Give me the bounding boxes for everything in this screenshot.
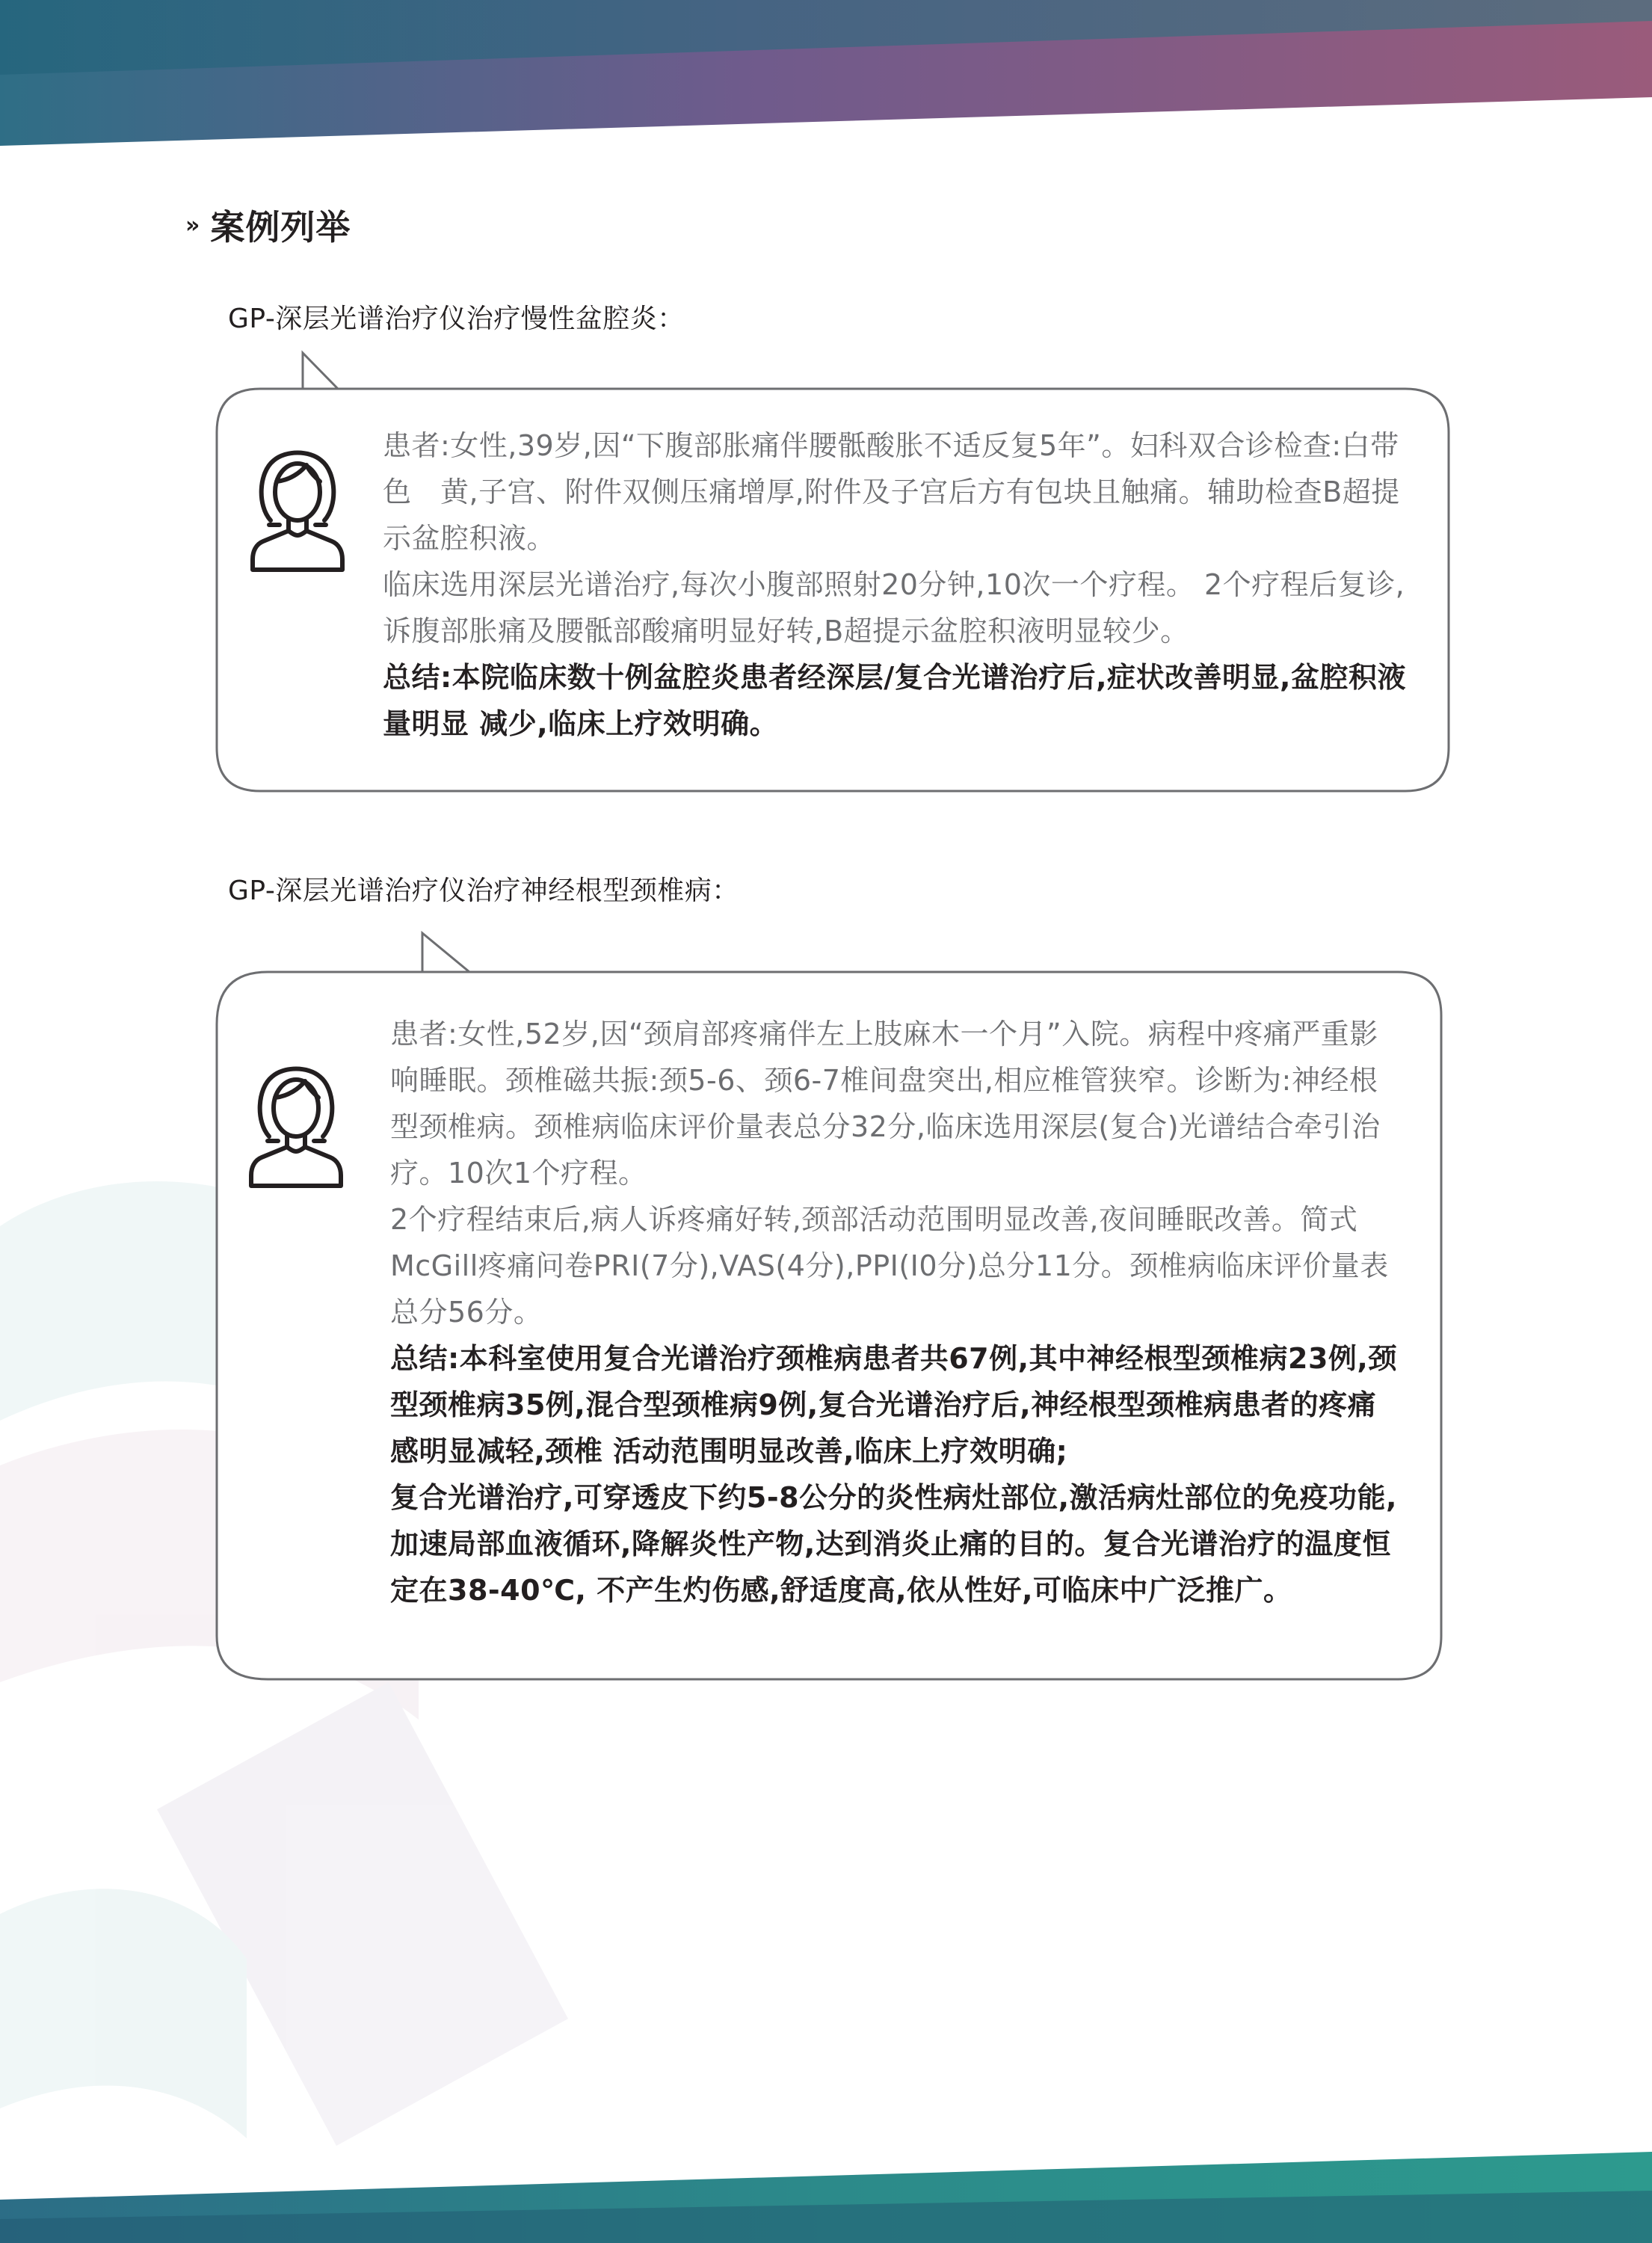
case-1-heading: GP-深层光谱治疗仪治疗慢性盆腔炎： xyxy=(228,304,685,334)
woman-avatar-icon xyxy=(247,446,348,574)
case-2-summary: 总结:本科室使用复合光谱治疗颈椎病患者共67例,其中神经根型颈椎病23例,颈型颈椎病35例,混合型颈椎病9例,复合光谱治疗后,神经根型颈椎病患者的疼痛感明显减轻,颈椎 活动范围明显改善,临床上疗效明确; xyxy=(390,1342,1397,1468)
case-2-paragraph: 2个疗程结束后,病人诉疼痛好转,颈部活动范围明显改善,夜间睡眠改善。简式McGill疼痛问卷PRI(7分),VAS(4分),PPI(I0分)总分11分。颈椎病临床评价量表总分56分。 xyxy=(390,1203,1389,1329)
case-1-text xyxy=(383,422,1407,747)
case-1-paragraph: 患者:女性,39岁,因“下腹部胀痛伴腰骶酸胀不适反复5年”。妇科双合诊检查:白带色 黄,子宫、附件双侧压痛增厚,附件及子宫后方有包块且触痛。辅助检查B超提示盆腔积液。 xyxy=(383,429,1400,555)
double-chevron-icon: » xyxy=(185,212,196,239)
section-title xyxy=(185,200,351,250)
woman-avatar-icon xyxy=(245,1062,347,1190)
case-2-paragraph: 患者:女性,52岁,因“颈肩部疼痛伴左上肢麻木一个月”入院。病程中疼痛严重影响睡眠。颈椎磁共振:颈5-6、颈6-7椎间盘突出,相应椎管狭窄。诊断为:神经根型颈椎病。颈椎病临床评价量表总分32分,临床选用深层(复合)光谱结合牵引治疗。10次1个疗程。 xyxy=(390,1018,1381,1190)
case-2-summary: 复合光谱治疗,可穿透皮下约5-8公分的炎性病灶部位,激活病灶部位的免疫功能,加速局部血液循环,降解炎性产物,达到消炎止痛的目的。复合光谱治疗的温度恒定在38-40℃, 不产生灼伤感,舒适度高,依从性好,可临床中广泛推广。 xyxy=(390,1481,1397,1607)
section-title-text: 案例列举 xyxy=(210,207,351,247)
case-1-summary: 总结:本院临床数十例盆腔炎患者经深层/复合光谱治疗后,症状改善明显,盆腔积液量明显 减少,临床上疗效明确。 xyxy=(383,661,1406,740)
case-2-text xyxy=(390,1011,1399,1613)
case-1-paragraph: 临床选用深层光谱治疗,每次小腹部照射20分钟,10次一个疗程。 2个疗程后复诊,诉腹部胀痛及腰骶部酸痛明显好转,B超提示盆腔积液明显较少。 xyxy=(383,568,1405,647)
case-2-heading: GP-深层光谱治疗仪治疗神经根型颈椎病： xyxy=(228,876,739,906)
